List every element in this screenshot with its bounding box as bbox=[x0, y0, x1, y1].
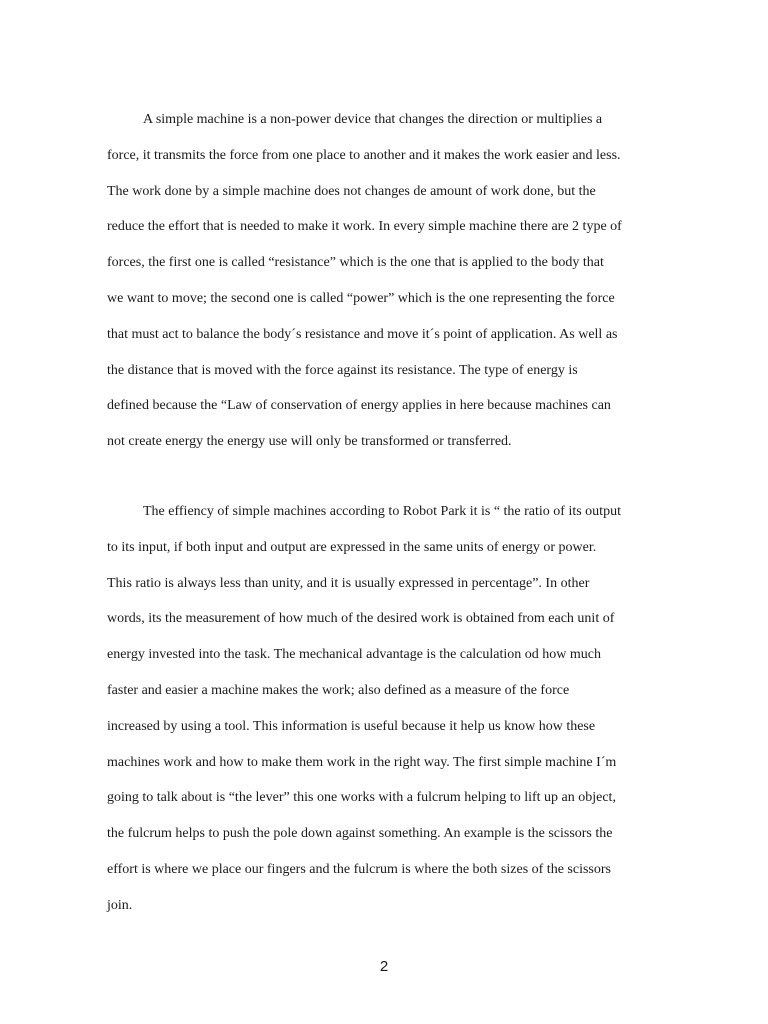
paragraph-line: The effiency of simple machines according to Robot Park it is “ the ratio of its output bbox=[143, 504, 621, 519]
paragraph-line: that must act to balance the body´s resistance and move it´s point of application. As well as bbox=[107, 326, 618, 342]
paragraph-line: defined because the “Law of conservation of energy applies in here because machines can bbox=[107, 398, 611, 414]
paragraph-line: effort is where we place our fingers and the fulcrum is where the both sizes of the scissors bbox=[107, 861, 611, 877]
paragraph-line: join. bbox=[107, 897, 133, 913]
paragraph-line: energy invested into the task. The mechanical advantage is the calculation od how much bbox=[107, 647, 601, 663]
paragraph-line: we want to move; the second one is called “power” which is the one representing the force bbox=[107, 290, 615, 306]
paragraph-simple-machines bbox=[107, 102, 667, 460]
paragraph-line: going to talk about is “the lever” this one works with a fulcrum helping to lift up an object, bbox=[107, 790, 616, 806]
paragraph-line: This ratio is always less than unity, and it is usually expressed in percentage”. In other bbox=[107, 575, 590, 591]
paragraph-line: the fulcrum helps to push the pole down against something. An example is the scissors the bbox=[107, 826, 613, 842]
paragraph-line: A simple machine is a non-power device that changes the direction or multiplies a bbox=[143, 112, 603, 127]
paragraph-line: the distance that is moved with the force against its resistance. The type of energy is bbox=[107, 362, 578, 378]
page-number: 2 bbox=[379, 958, 389, 975]
paragraph-line: faster and easier a machine makes the work; also defined as a measure of the force bbox=[107, 682, 570, 698]
paragraph-line: words, its the measurement of how much of the desired work is obtained from each unit of bbox=[107, 611, 615, 627]
paragraph-line: increased by using a tool. This information is useful because it help us know how these bbox=[107, 718, 596, 734]
paragraph-line: forces, the first one is called “resistance” which is the one that is applied to the body that bbox=[107, 255, 604, 271]
paragraph-line: not create energy the energy use will only be transformed or transferred. bbox=[107, 434, 512, 450]
paragraph-line: reduce the effort that is needed to make it work. In every simple machine there are 2 type of bbox=[107, 219, 622, 235]
paragraph-line: to its input, if both input and output are expressed in the same units of energy or power. bbox=[107, 539, 597, 555]
paragraph-line: force, it transmits the force from one place to another and it makes the work easier and less. bbox=[107, 147, 621, 163]
paragraph-line: The work done by a simple machine does not changes de amount of work done, but the bbox=[107, 183, 596, 199]
paragraph-efficiency bbox=[107, 494, 667, 924]
paragraph-line: machines work and how to make them work in the right way. The first simple machine I´m bbox=[107, 754, 617, 770]
